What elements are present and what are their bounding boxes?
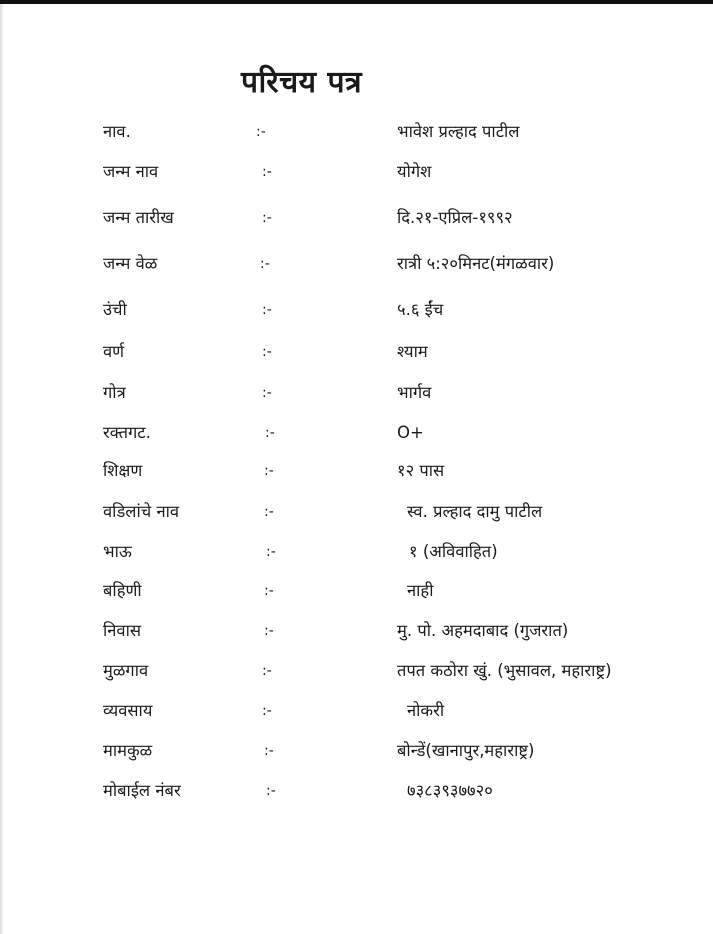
field-label: व्यवसाय bbox=[103, 701, 153, 720]
field-value: बोन्डें(खानापुर,महाराष्ट्र) bbox=[397, 741, 535, 760]
field-separator: :- bbox=[264, 743, 274, 759]
biodata-row bbox=[0, 657, 713, 685]
field-label: उंची bbox=[103, 300, 127, 319]
field-label: मुळगाव bbox=[103, 661, 149, 680]
field-separator: :- bbox=[266, 783, 276, 799]
field-separator: :- bbox=[264, 623, 274, 639]
biodata-row bbox=[0, 158, 713, 186]
field-value: नोकरी bbox=[407, 701, 445, 720]
field-separator: :- bbox=[265, 425, 275, 441]
field-separator: :- bbox=[264, 583, 274, 599]
field-label: शिक्षण bbox=[103, 461, 143, 480]
field-label: रक्तगट. bbox=[103, 423, 151, 442]
biodata-row bbox=[0, 538, 713, 566]
field-value: ५.६ ईंच bbox=[397, 300, 444, 319]
field-separator: :- bbox=[266, 544, 276, 560]
field-value: ७३८३९३७७२० bbox=[407, 781, 493, 800]
field-separator: :- bbox=[264, 504, 274, 520]
field-separator: :- bbox=[262, 663, 272, 679]
field-label: निवास bbox=[103, 621, 142, 640]
field-value: O+ bbox=[397, 423, 424, 442]
field-separator: :- bbox=[262, 302, 272, 318]
field-label: वर्ण bbox=[103, 342, 125, 361]
biodata-row bbox=[0, 617, 713, 645]
field-value: श्याम bbox=[397, 342, 428, 361]
field-label: जन्म वेळ bbox=[103, 254, 158, 273]
field-separator: :- bbox=[262, 210, 272, 226]
field-label: नाव. bbox=[103, 122, 131, 141]
biodata-row bbox=[0, 296, 713, 324]
biodata-row bbox=[0, 777, 713, 805]
field-value: तपत कठोरा खुं. (भुसावल, महाराष्ट्र) bbox=[397, 661, 612, 680]
field-value: रात्री ५:२०मिनट(मंगळवार) bbox=[397, 254, 555, 273]
field-value: स्व. प्रल्हाद दामु पाटील bbox=[407, 502, 543, 521]
document-title: परिचय पत्र bbox=[241, 65, 363, 100]
biodata-row bbox=[0, 697, 713, 725]
biodata-row bbox=[0, 379, 713, 407]
biodata-row bbox=[0, 737, 713, 765]
field-value: दि.२१-एप्रिल-१९९२ bbox=[397, 208, 513, 227]
biodata-row bbox=[0, 118, 713, 146]
biodata-row bbox=[0, 457, 713, 485]
field-separator: :- bbox=[262, 164, 272, 180]
field-separator: :- bbox=[262, 385, 272, 401]
biodata-row bbox=[0, 498, 713, 526]
field-value: १२ पास bbox=[397, 461, 445, 480]
field-label: जन्म नाव bbox=[103, 162, 159, 181]
field-label: भाऊ bbox=[103, 542, 132, 561]
field-separator: :- bbox=[262, 344, 272, 360]
field-value: भावेश प्रल्हाद पाटील bbox=[397, 122, 520, 141]
field-label: मामकुळ bbox=[103, 741, 153, 760]
field-label: जन्म तारीख bbox=[103, 208, 174, 227]
biodata-row bbox=[0, 419, 713, 447]
biodata-row bbox=[0, 338, 713, 366]
field-separator: :- bbox=[256, 124, 266, 140]
field-label: गोत्र bbox=[103, 383, 126, 402]
field-separator: :- bbox=[264, 463, 274, 479]
field-label: मोबाईल नंबर bbox=[103, 781, 181, 800]
field-value: १ (अविवाहित) bbox=[409, 542, 498, 561]
biodata-row bbox=[0, 577, 713, 605]
field-separator: :- bbox=[260, 256, 270, 272]
field-label: बहिणी bbox=[103, 581, 142, 600]
top-border bbox=[0, 0, 713, 4]
field-value: नाही bbox=[407, 581, 434, 600]
field-value: भार्गव bbox=[397, 383, 432, 402]
field-separator: :- bbox=[262, 703, 272, 719]
biodata-row bbox=[0, 204, 713, 232]
field-label: वडिलांचे नाव bbox=[103, 502, 180, 521]
field-value: मु. पो. अहमदाबाद (गुजरात) bbox=[397, 621, 569, 640]
biodata-row bbox=[0, 250, 713, 278]
field-value: योगेश bbox=[397, 162, 432, 181]
